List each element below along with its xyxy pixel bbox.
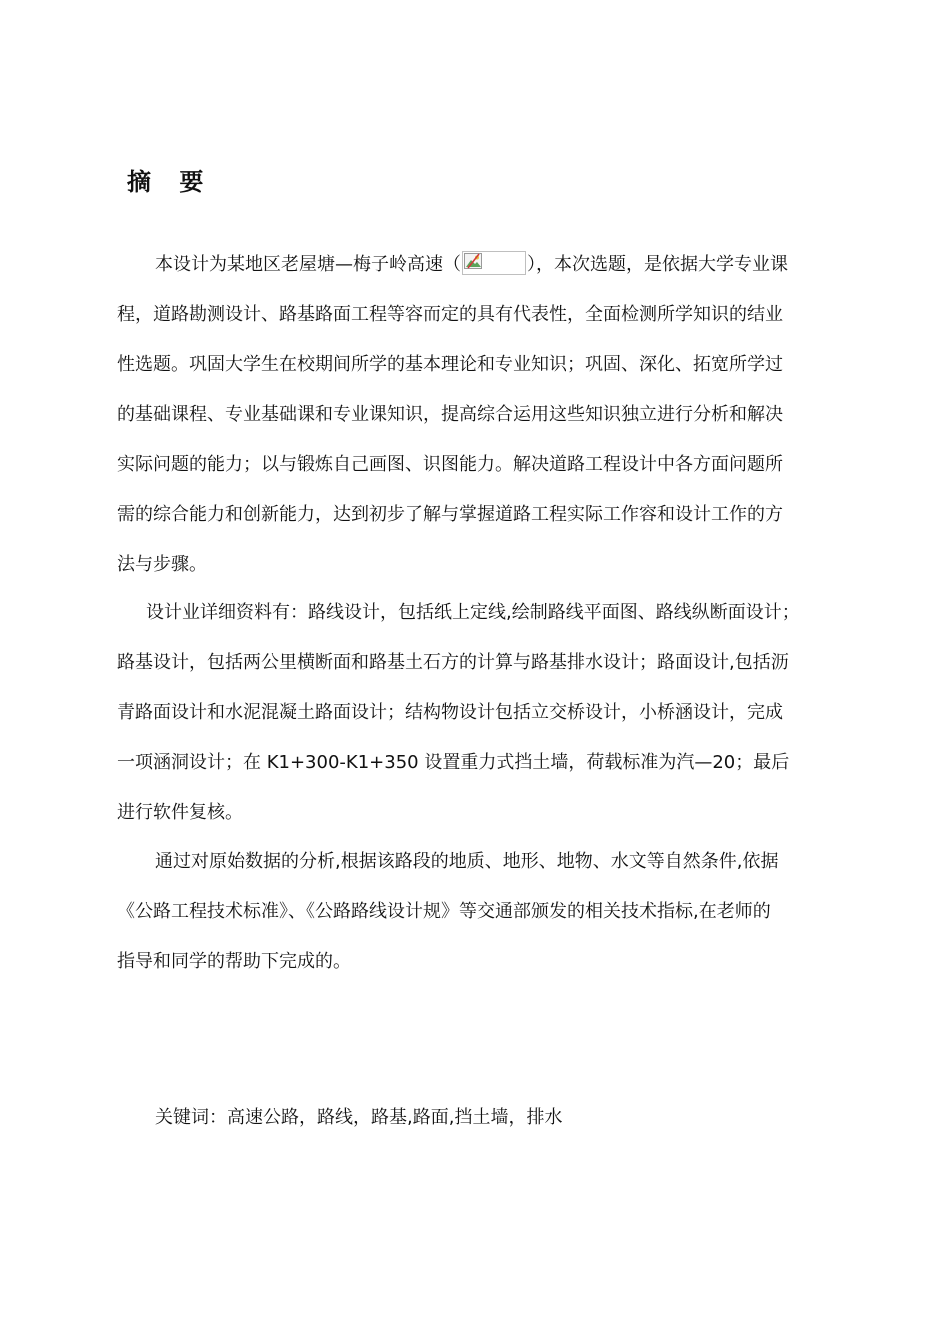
abstract-paragraph-1 — [117, 240, 857, 590]
keywords-line: 关键词：高速公路，路线，路基,路面,挡土墙，排水 — [155, 1107, 563, 1128]
paragraph-line: 实际问题的能力；以与锻炼自己画图、识图能力。解决道路工程设计中各方面问题所 — [117, 454, 783, 475]
paragraph-line: 法与步骤。 — [117, 554, 207, 575]
broken-image-icon — [462, 251, 526, 275]
paragraph-line: 一项涵洞设计；在 K1+300-K1+350 设置重力式挡土墙，荷载标准为汽—20；最后 — [117, 752, 790, 773]
paragraph-line: 指导和同学的帮助下完成的。 — [117, 951, 351, 972]
paragraph-line: 需的综合能力和创新能力，达到初步了解与掌握道路工程实际工作容和设计工作的方 — [117, 504, 783, 525]
paragraph-line: 的基础课程、专业基础课和专业课知识，提高综合运用这些知识独立进行分析和解决 — [117, 404, 783, 425]
abstract-paragraph-2 — [117, 588, 857, 838]
paragraph-line: 通过对原始数据的分析,根据该路段的地质、地形、地物、水文等自然条件,依据 — [155, 851, 779, 872]
abstract-paragraph-3 — [117, 837, 857, 987]
paragraph-line — [117, 240, 857, 290]
paragraph-line: 进行软件复核。 — [117, 802, 243, 823]
paragraph-line: 《公路工程技术标准》、《公路路线设计规》等交通部颁发的相关技术指标,在老师的 — [117, 901, 771, 922]
abstract-title: 摘 要 — [127, 168, 214, 196]
paragraph-line: 青路面设计和水泥混凝土路面设计；结构物设计包括立交桥设计，小桥涵设计，完成 — [117, 702, 783, 723]
paragraph-line: 设计业详细资料有：路线设计，包括纸上定线,绘制路线平面图、路线纵断面设计； — [146, 602, 800, 623]
paragraph-line: 程，道路勘测设计、路基路面工程等容而定的具有代表性，全面检测所学知识的结业 — [117, 304, 783, 325]
paragraph-text: ），本次选题，是依据大学专业课 — [527, 254, 788, 275]
paragraph-text: 本设计为某地区老屋塘—梅子岭高速（ — [155, 254, 461, 275]
paragraph-line: 性选题。巩固大学生在校期间所学的基本理论和专业知识；巩固、深化、拓宽所学过 — [117, 354, 783, 375]
paragraph-line: 路基设计，包括两公里横断面和路基土石方的计算与路基排水设计；路面设计,包括沥 — [117, 652, 789, 673]
